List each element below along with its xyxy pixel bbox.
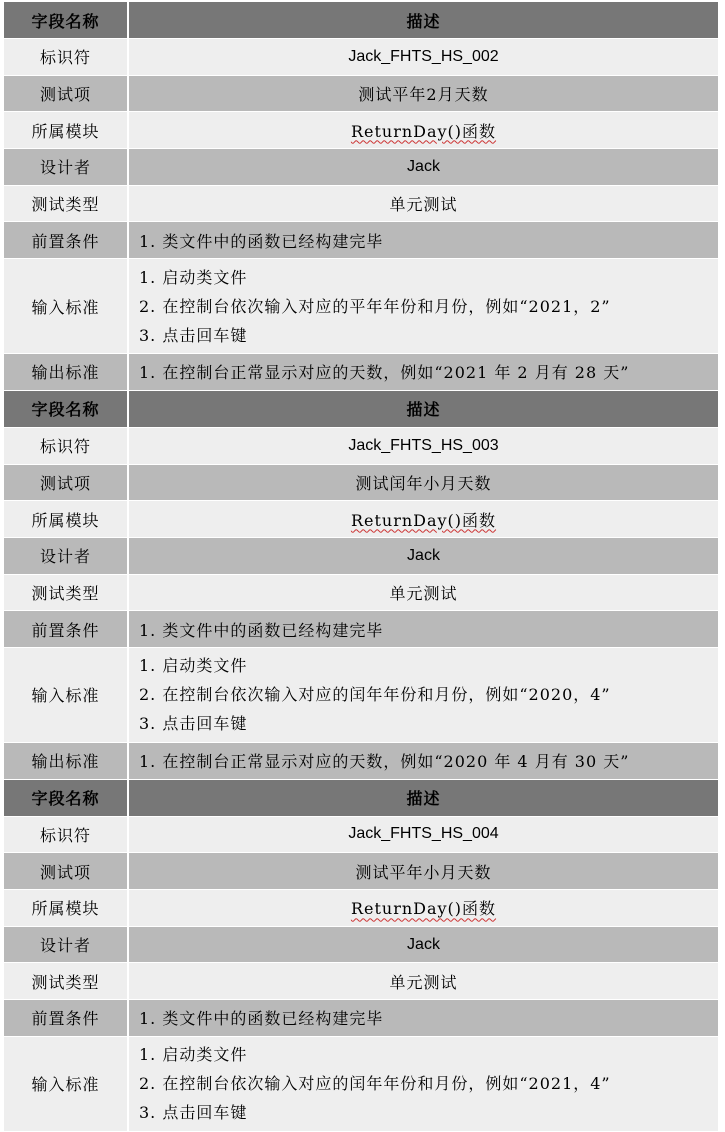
row-label: 标识符 [4,816,128,853]
row-input-criteria [4,259,718,354]
test-case-table [4,391,718,780]
row-identifier [4,427,718,464]
identifier-value: Jack_FHTS_HS_004 [128,816,718,853]
designer-value: Jack [128,149,718,186]
row-test-type [4,574,718,611]
row-identifier [4,39,718,76]
header-desc: 描述 [128,2,718,39]
header-desc: 描述 [128,780,718,817]
row-label: 所属模块 [4,890,128,927]
row-label: 前置条件 [4,222,128,259]
row-module [4,112,718,149]
header-label: 字段名称 [4,2,128,39]
precondition-value: 1. 类文件中的函数已经构建完毕 [128,1000,718,1037]
header-label: 字段名称 [4,780,128,817]
row-test-item [4,464,718,501]
row-label: 前置条件 [4,1000,128,1037]
input-criteria-value [128,1036,718,1131]
module-value: ReturnDay()函数 [350,510,497,530]
test-item-value: 测试闰年小月天数 [128,464,718,501]
test-item-value: 测试平年小月天数 [128,853,718,890]
row-label: 测试类型 [4,185,128,222]
row-label: 测试项 [4,464,128,501]
row-label: 测试类型 [4,574,128,611]
test-case-table [4,780,718,1132]
input-line: 2. 在控制台依次输入对应的平年年份和月份，例如“2021，2” [139,296,611,316]
row-precondition [4,611,718,648]
test-case-tables [4,2,718,1132]
row-label: 输入标准 [4,1036,128,1131]
row-module [4,501,718,538]
row-designer [4,149,718,186]
row-label: 所属模块 [4,112,128,149]
designer-value: Jack [128,926,718,963]
identifier-value: Jack_FHTS_HS_003 [128,427,718,464]
input-line: 2. 在控制台依次输入对应的闰年年份和月份，例如“2021，4” [139,1074,611,1094]
row-module [4,890,718,927]
row-output-criteria [4,742,718,779]
row-label: 前置条件 [4,611,128,648]
row-precondition [4,1000,718,1037]
row-label: 所属模块 [4,501,128,538]
input-line: 3. 点击回车键 [139,1103,248,1123]
row-label: 设计者 [4,537,128,574]
row-identifier [4,816,718,853]
module-value: ReturnDay()函数 [350,899,497,919]
output-criteria-value: 1. 在控制台正常显示对应的天数，例如“2021 年 2 月有 28 天” [128,354,718,391]
row-input-criteria [4,1036,718,1131]
input-criteria-value [128,647,718,742]
row-label: 标识符 [4,427,128,464]
test-case-table [4,2,718,391]
table-header-row [4,780,718,817]
row-label: 设计者 [4,926,128,963]
row-label: 测试项 [4,75,128,112]
row-precondition [4,222,718,259]
table-header-row [4,391,718,428]
precondition-value: 1. 类文件中的函数已经构建完毕 [128,611,718,648]
test-type-value: 单元测试 [128,574,718,611]
row-output-criteria [4,354,718,391]
row-test-type [4,963,718,1000]
row-label: 输出标准 [4,742,128,779]
row-label: 输入标准 [4,259,128,354]
row-label: 标识符 [4,39,128,76]
input-line: 1. 启动类文件 [139,656,248,676]
row-label: 输出标准 [4,354,128,391]
input-criteria-value [128,259,718,354]
row-test-item [4,853,718,890]
row-test-type [4,185,718,222]
row-label: 设计者 [4,149,128,186]
test-type-value: 单元测试 [128,963,718,1000]
input-line: 2. 在控制台依次输入对应的闰年年份和月份，例如“2020，4” [139,685,611,705]
row-designer [4,537,718,574]
row-input-criteria [4,647,718,742]
header-label: 字段名称 [4,391,128,428]
header-desc: 描述 [128,391,718,428]
identifier-value: Jack_FHTS_HS_002 [128,39,718,76]
module-value: ReturnDay()函数 [350,121,497,141]
precondition-value: 1. 类文件中的函数已经构建完毕 [128,222,718,259]
test-item-value: 测试平年2月天数 [128,75,718,112]
table-header-row [4,2,718,39]
row-test-item [4,75,718,112]
designer-value: Jack [128,537,718,574]
input-line: 3. 点击回车键 [139,325,248,345]
test-type-value: 单元测试 [128,185,718,222]
row-label: 测试类型 [4,963,128,1000]
row-designer [4,926,718,963]
output-criteria-value: 1. 在控制台正常显示对应的天数，例如“2020 年 4 月有 30 天” [128,742,718,779]
input-line: 1. 启动类文件 [139,267,248,287]
input-line: 1. 启动类文件 [139,1045,248,1065]
row-label: 测试项 [4,853,128,890]
input-line: 3. 点击回车键 [139,714,248,734]
row-label: 输入标准 [4,647,128,742]
